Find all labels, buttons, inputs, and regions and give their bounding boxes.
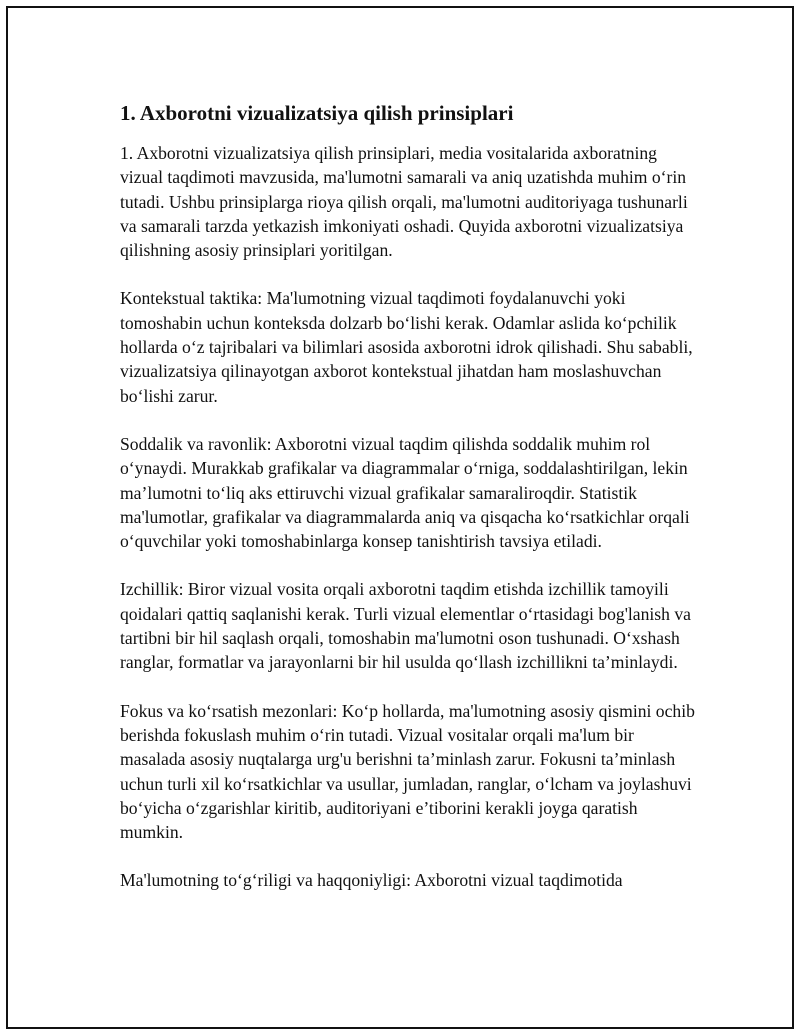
paragraph-contextual-tactics: Kontekstual taktika: Ma'lumotning vizual taqdimoti foydalanuvchi yoki tomoshabin uchun konteksda dolzarb bo‘lishi kerak. Odamlar aslida ko‘pchilik hollarda o‘z tajribalari va bilimlari asosida axborotni idrok qilishadi. Shu sababli, vizualizatsiya qilinayotgan axborot kontekstual jihatdan ham moslashuvchan bo‘lishi zarur. — [120, 288, 693, 406]
paragraph-intro: 1. Axborotni vizualizatsiya qilish prinsiplari, media vositalarida axboratning vizual taqdimoti mavzusida, ma'lumotni samarali va aniq uzatishda muhim o‘rin tutadi. Ushbu prinsiplarga rioya qilish orqali, ma'lumotni auditoriyaga tushunarli va samarali tarzda yetkazish imkoniyati oshadi. Quyida axborotni vizualizatsiya qilishning asosiy prinsiplari yoritilgan. — [120, 143, 688, 261]
paragraph-accuracy: Ma'lumotning to‘g‘riligi va haqqoniyligi: Axborotni vizual taqdimotida — [120, 870, 623, 891]
paragraph-consistency: Izchillik: Biror vizual vosita orqali axborotni taqdim etishda izchillik tamoyili qoidalari qattiq saqlanishi kerak. Turli vizual elementlar o‘rtasidagi bog'lanish va tartibni bir hil saqlash orqali, tomoshabin ma'lumotni oson tushunadi. O‘xshash ranglar, formatlar va jarayonlarni bir hil usulda qo‘llash izchillikni ta’minlaydi. — [120, 579, 691, 673]
paragraph-simplicity: Soddalik va ravonlik: Axborotni vizual taqdim qilishda soddalik muhim rol o‘ynaydi. Murakkab grafikalar va diagrammalar o‘rniga, soddalashtirilgan, lekin ma’lumotni to‘liq aks ettiruvchi vizual grafikalar samaraliroqdir. Statistik ma'lumotlar, grafikalar va diagrammalarda aniq va qisqacha ko‘rsatkichlar orqali o‘quvchilar yoki tomoshabinlarga konsep tanishtirish tavsiya etiladi. — [120, 433, 690, 552]
paragraph-focus: Fokus va ko‘rsatish mezonlari: Ko‘p hollarda, ma'lumotning asosiy qismini ochib berishda fokuslash muhim o‘rin tutadi. Vizual vositalar orqali ma'lum bir masalada asosiy nuqtalarga urg'u berishni ta’minlash zarur. Fokusni ta’minlash uchun turli xil ko‘rsatkichlar va usullar, jumladan, ranglar, o‘lcham va joylashuvi bo‘yicha o‘zgarishlar kiritib, auditoriyani e’tiborini kerakli joyga qaratish mumkin. — [120, 700, 695, 843]
document-body — [120, 96, 700, 917]
page-title: 1. Axborotni vizualizatsiya qilish prinsiplari — [120, 101, 514, 125]
page-frame — [6, 6, 794, 1029]
